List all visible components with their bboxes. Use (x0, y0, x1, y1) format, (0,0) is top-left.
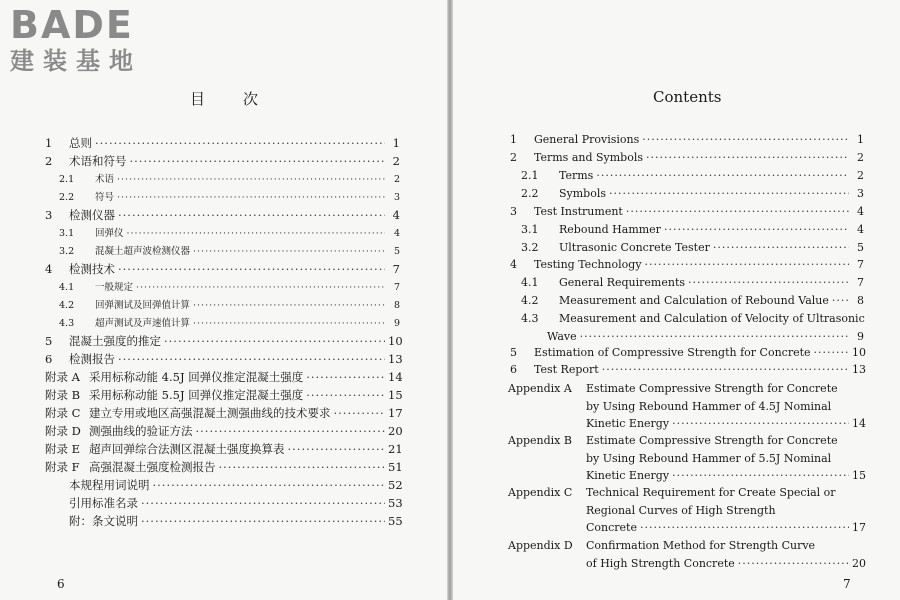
toc-leader-dots (306, 370, 385, 383)
toc-entry (510, 151, 864, 164)
toc-entry (510, 133, 864, 146)
toc-leader-dots (334, 406, 386, 419)
toc-entry-page: 7 (857, 276, 864, 289)
toc-entry-label: Terms (559, 169, 594, 182)
toc-leader-dots (596, 169, 849, 181)
toc-leader-dots (193, 300, 385, 310)
toc-entry-label: 检测仪器 (69, 208, 115, 222)
toc-entry (521, 223, 864, 236)
toc-entry-page: 4 (857, 223, 864, 236)
toc-entry (45, 369, 403, 386)
toc-entry-page: 2 (392, 154, 400, 168)
toc-leader-dots (118, 208, 385, 221)
appendix-tag: Appendix D (508, 539, 573, 552)
toc-entry-label: 引用标准名录 (69, 496, 138, 510)
toc-entry-label: 采用标称动能 4.5J 回弹仪推定混凝土强度 (89, 370, 304, 384)
toc-leader-dots (141, 514, 385, 527)
toc-entry-label: General Provisions (534, 133, 640, 146)
toc-entry-page: 5 (857, 241, 864, 254)
toc-entry (45, 351, 403, 368)
page-number-right: 7 (843, 577, 851, 591)
toc-entry-number: 4.1 (521, 276, 539, 289)
toc-entry-label: Symbols (559, 187, 607, 200)
appendix-title-last-line (586, 415, 864, 433)
toc-entry-number: 附录 C (45, 406, 81, 420)
toc-entry (510, 363, 864, 376)
toc-entry-label: Estimation of Compressive Strength for Concrete (534, 346, 811, 359)
toc-leader-dots (664, 223, 849, 235)
toc-entry (45, 225, 400, 242)
toc-entry-number: 附录 E (45, 442, 81, 456)
appendix-title-line: Kinetic Energy (586, 417, 670, 430)
toc-entry-number: 4.3 (59, 318, 75, 329)
toc-leader-dots (118, 262, 385, 275)
toc-entry-page: 13 (388, 352, 403, 366)
toc-entry (45, 189, 400, 206)
appendix-title-last-line (586, 519, 864, 537)
toc-leader-dots (130, 154, 386, 167)
toc-entry-number: 4.2 (59, 300, 75, 311)
left-page (0, 0, 447, 600)
toc-leader-dots (814, 346, 849, 358)
toc-entry-page: 9 (393, 318, 400, 329)
toc-entry (45, 135, 400, 152)
toc-entry-label: Test Report (534, 363, 599, 376)
toc-leader-dots (153, 478, 386, 491)
appendix-title-line: by Using Rebound Hammer of 5.5J Nominal (586, 451, 832, 465)
appendix-tag: Appendix C (508, 486, 573, 499)
toc-entry-page: 1 (392, 136, 400, 150)
appendix-title-line: Regional Curves of High Strength (586, 503, 776, 517)
toc-entry-page: 2 (393, 174, 400, 185)
toc-leader-dots (95, 136, 385, 149)
page-title-chinese: 目次 (190, 90, 297, 108)
toc-leader-dots (127, 228, 385, 238)
toc-entry-number: 3.2 (521, 241, 539, 254)
toc-leader-dots (642, 133, 849, 145)
toc-entry-number: 3.2 (59, 246, 75, 257)
toc-entry-page: 1 (857, 133, 864, 146)
toc-entry (45, 207, 400, 224)
toc-leader-dots (713, 241, 849, 253)
toc-entry-page: 7 (393, 282, 400, 293)
toc-entry-label: Testing Technology (534, 258, 642, 271)
toc-entry (45, 477, 403, 494)
toc-entry (45, 495, 403, 512)
toc-entry-label: 符号 (95, 192, 115, 203)
toc-entry-number: 3.1 (521, 223, 539, 236)
toc-entry (45, 315, 400, 332)
toc-entry-number: 2.2 (59, 192, 75, 203)
toc-entry-label: 本规程用词说明 (69, 478, 150, 492)
toc-entry-label: 混凝土强度的推定 (69, 334, 161, 348)
appendix-title-last-line (586, 467, 864, 485)
toc-entry-number: 3 (45, 208, 53, 222)
page-title-english: Contents (653, 88, 722, 106)
toc-leader-dots (609, 187, 849, 199)
toc-leader-dots (141, 496, 385, 509)
toc-entry (45, 297, 400, 314)
toc-entry-number: 1 (510, 133, 517, 146)
toc-leader-dots (164, 334, 385, 347)
toc-entry-label: 超声测试及声速值计算 (95, 318, 191, 329)
toc-entry-page: 7 (392, 262, 400, 276)
toc-entry (510, 258, 864, 271)
toc-entry-label: 高强混凝土强度检测报告 (89, 460, 216, 474)
toc-entry-number: 3 (510, 205, 517, 218)
toc-entry-label: 术语和符号 (69, 154, 127, 168)
toc-entry-page: 8 (393, 300, 400, 311)
toc-leader-dots (306, 388, 385, 401)
appendix-title-line: of High Strength Concrete (586, 556, 735, 570)
toc-leader-dots (580, 330, 849, 342)
toc-entry-label: Test Instrument (534, 205, 623, 218)
toc-leader-dots (117, 192, 385, 202)
toc-entry-label: 检测技术 (69, 262, 115, 276)
right-page (453, 0, 900, 600)
toc-entry-label: 测强曲线的验证方法 (89, 424, 193, 438)
toc-entry (521, 294, 864, 307)
toc-entry-page: 17 (852, 521, 866, 534)
appendix-title-line: Concrete (586, 521, 637, 534)
toc-entry-label: 超声回弹综合法测区混凝土强度换算表 (89, 442, 285, 456)
toc-entry (45, 261, 400, 278)
toc-entry-number: 附录 A (45, 370, 80, 384)
toc-entry-number: 4.1 (59, 282, 75, 293)
appendix-title-last-line (586, 555, 864, 573)
toc-leader-dots (219, 460, 386, 473)
toc-entry-page: 15 (388, 388, 403, 402)
toc-entry-number: 6 (45, 352, 53, 366)
toc-entry-number: 4 (45, 262, 53, 276)
toc-entry-number: 2 (45, 154, 53, 168)
toc-appendix-entry (508, 484, 864, 537)
toc-entry (45, 459, 403, 476)
toc-entry-number: 1 (45, 136, 53, 150)
toc-leader-dots (646, 151, 849, 163)
toc-entry-number: 3.1 (59, 228, 75, 239)
toc-entry (521, 187, 864, 200)
toc-leader-dots (196, 424, 386, 437)
toc-entry-number: 2.2 (521, 187, 539, 200)
appendix-tag: Appendix B (508, 434, 572, 447)
toc-entry (45, 441, 403, 458)
toc-entry (521, 169, 864, 182)
toc-entry-number: 附录 B (45, 388, 81, 402)
toc-leader-dots (118, 352, 385, 365)
logo-chinese: 建装基地 (10, 47, 142, 75)
toc-entry-page: 4 (392, 208, 400, 222)
toc-entry-page: 10 (388, 334, 403, 348)
appendix-title-line: Estimate Compressive Strength for Concrete (586, 382, 838, 395)
toc-entry-number: 4 (510, 258, 517, 271)
toc-entry-page: 14 (852, 417, 866, 430)
toc-entry-page: 15 (852, 469, 866, 482)
toc-entry (521, 276, 864, 289)
toc-chinese (0, 0, 447, 600)
toc-entry-page: 51 (388, 460, 403, 474)
toc-entry-label: 检测报告 (69, 352, 115, 366)
toc-entry-label: Terms and Symbols (534, 151, 644, 164)
toc-leader-dots (193, 318, 385, 328)
toc-entry-number: 2 (510, 151, 517, 164)
toc-entry-label: Measurement and Calculation of Rebound Value (559, 294, 829, 307)
appendix-title-line: Kinetic Energy (586, 469, 670, 482)
toc-entry-label: 术语 (95, 174, 115, 185)
toc-entry-number: 5 (45, 334, 53, 348)
toc-entry-label: 建立专用或地区高强混凝土测强曲线的技术要求 (89, 406, 331, 420)
toc-entry-number: 附录 D (45, 424, 81, 438)
toc-entry (45, 279, 400, 296)
toc-entry (45, 243, 400, 260)
appendix-title-line: by Using Rebound Hammer of 4.5J Nominal (586, 399, 832, 413)
toc-entry-page: 3 (857, 187, 864, 200)
toc-entry-label: Rebound Hammer (559, 223, 661, 236)
toc-entry-label: 回弹测试及回弹值计算 (95, 300, 191, 311)
toc-entry-label: Wave (547, 330, 577, 343)
toc-leader-dots (193, 246, 385, 256)
toc-leader-dots (626, 205, 849, 217)
toc-leader-dots (136, 282, 385, 292)
toc-entry (510, 205, 864, 218)
toc-entry-page: 13 (852, 363, 866, 376)
toc-entry-number: 4.2 (521, 294, 539, 307)
toc-entry-page: 7 (857, 258, 864, 271)
toc-entry-page: 20 (852, 556, 866, 570)
toc-leader-dots (117, 174, 385, 184)
toc-entry (45, 423, 403, 440)
toc-entry-number: 2.1 (521, 169, 539, 182)
toc-appendix-entry (508, 432, 864, 485)
toc-entry-label: General Requirements (559, 276, 686, 289)
toc-entry-page: 17 (388, 406, 403, 420)
toc-entry-number: 5 (510, 346, 517, 359)
toc-entry (45, 171, 400, 188)
toc-entry (521, 241, 864, 254)
toc-entry-page: 4 (393, 228, 400, 239)
toc-entry-label: Ultrasonic Concrete Tester (559, 241, 710, 254)
toc-appendix-entry (508, 537, 864, 572)
toc-entry-page: 14 (388, 370, 403, 384)
logo-word: BADE (10, 3, 134, 47)
toc-entry (45, 333, 403, 350)
toc-entry-page: 2 (857, 169, 864, 182)
toc-leader-dots (640, 519, 849, 531)
toc-leader-dots (738, 555, 849, 567)
toc-entry-number: 附录 F (45, 460, 80, 474)
toc-entry (510, 346, 864, 359)
toc-entry (45, 405, 403, 422)
toc-entry-label: 回弹仪 (95, 228, 124, 239)
toc-entry-label: 总则 (69, 136, 92, 150)
toc-entry-page: 55 (388, 514, 403, 528)
toc-leader-dots (672, 415, 849, 427)
toc-entry-label: Measurement and Calculation of Velocity of Ultrasonic (559, 312, 865, 325)
toc-entry-page: 2 (857, 151, 864, 164)
toc-entry-page: 4 (857, 205, 864, 218)
toc-leader-dots (602, 363, 849, 375)
toc-entry (45, 387, 403, 404)
toc-entry-number: 2.1 (59, 174, 75, 185)
appendix-title-line: Confirmation Method for Strength Curve (586, 539, 816, 552)
toc-entry-page: 53 (388, 496, 403, 510)
page-number-left: 6 (57, 577, 65, 591)
appendix-tag: Appendix A (508, 382, 572, 395)
toc-entry-page: 52 (388, 478, 403, 492)
toc-leader-dots (672, 467, 849, 479)
toc-entry-page: 9 (857, 330, 864, 343)
toc-entry-page: 21 (388, 442, 403, 456)
toc-leader-dots (832, 294, 849, 306)
toc-entry-number: 6 (510, 363, 517, 376)
toc-entry-page: 20 (388, 424, 403, 438)
toc-leader-dots (645, 258, 849, 270)
toc-entry (521, 330, 864, 343)
toc-leader-dots (688, 276, 849, 288)
toc-leader-dots (288, 442, 386, 455)
toc-entry-page: 5 (393, 246, 400, 257)
toc-entry (45, 153, 400, 170)
toc-entry-label: 附：条文说明 (69, 514, 138, 528)
appendix-title-line: Estimate Compressive Strength for Concrete (586, 434, 838, 447)
toc-entry-label: 混凝土超声波检测仪器 (95, 246, 191, 257)
toc-appendix-entry (508, 380, 864, 433)
toc-entry-page: 8 (857, 294, 864, 307)
toc-entry-page: 10 (852, 346, 866, 359)
toc-entry (45, 513, 403, 530)
toc-entry-label: 采用标称动能 5.5J 回弹仪推定混凝土强度 (89, 388, 304, 402)
toc-entry-label: 一般规定 (95, 282, 134, 293)
toc-entry-page: 3 (393, 192, 400, 203)
toc-english (453, 0, 900, 600)
appendix-title-line: Technical Requirement for Create Special or (586, 486, 836, 499)
toc-entry (521, 312, 864, 325)
toc-entry-number: 4.3 (521, 312, 539, 325)
